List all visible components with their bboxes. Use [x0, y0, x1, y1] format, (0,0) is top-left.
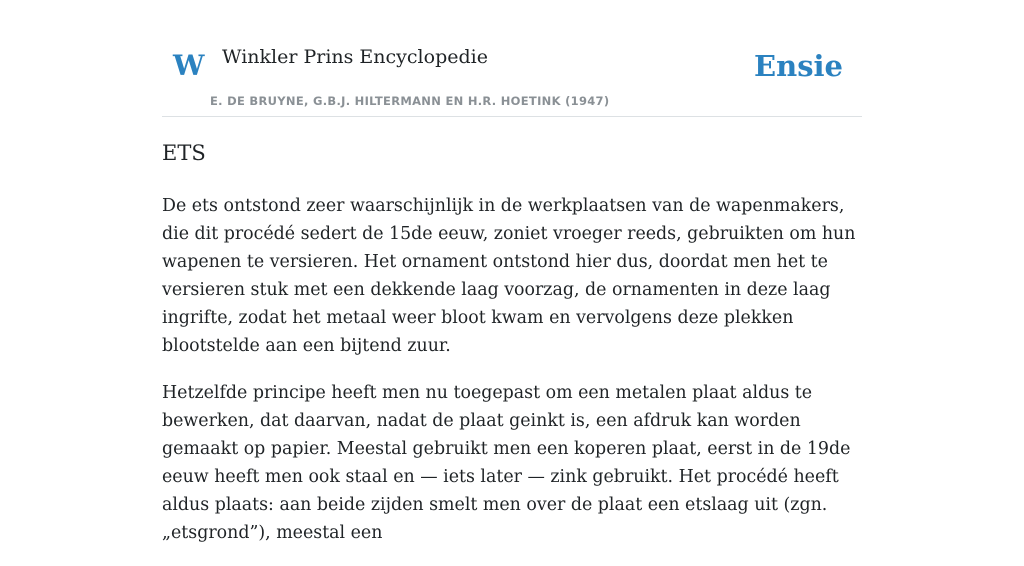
article-body	[162, 192, 866, 566]
header	[162, 40, 862, 117]
ensie-brand-logo[interactable]: Ensie	[754, 49, 843, 83]
work-authors: E. DE BRUYNE, G.B.J. HILTERMANN EN H.R. HOETINK (1947)	[210, 94, 610, 108]
entry-title: ETS	[162, 141, 206, 165]
work-title-link[interactable]: Winkler Prins Encyclopedie	[222, 46, 488, 68]
article-paragraph: Hetzelfde principe heeft men nu toegepast om een metalen plaat aldus te bewerken, dat daarvan, nadat de plaat geinkt is, een afdruk kan worden gemaakt op papier. Meestal gebruikt men een koperen plaat, eerst in de 19de eeuw heeft men ook staal en — iets later — zink gebruikt. Het procédé heeft aldus plaats: aan beide zijden smelt men over de plaat een etslaag uit (zgn. „etsgrond”), meestal een	[162, 383, 851, 543]
work-logo[interactable]: W	[173, 49, 205, 82]
article-paragraph: De ets ontstond zeer waarschijnlijk in de werkplaatsen van de wapenmakers, die dit procédé sedert de 15de eeuw, zoniet vroeger reeds, gebruikten om hun wapenen te versieren. Het ornament ontstond hier dus, doordat men het te versieren stuk met een dekkende laag voorzag, de ornamenten in deze laag ingrifte, zodat het metaal weer bloot kwam en vervolgens deze plekken blootstelde aan een bijtend zuur.	[162, 196, 856, 356]
